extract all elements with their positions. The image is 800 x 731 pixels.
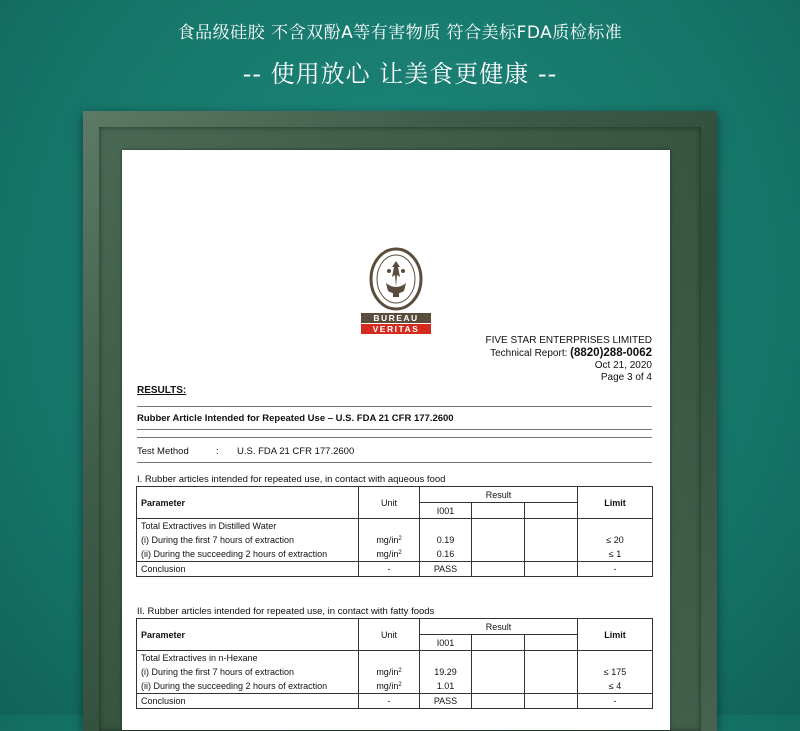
report-label: Technical Report: [490,348,568,359]
conclusion-label: Conclusion [137,694,359,709]
row-limit: ≤ 1 [578,547,653,562]
table-row [137,665,653,679]
logo-band-bureau: BUREAU [361,313,431,323]
header-empty [525,635,578,651]
conclusion-row [137,562,653,577]
test-method-value: U.S. FDA 21 CFR 177.2600 [237,446,355,457]
table-row [137,547,653,562]
header-result: Result [420,487,578,503]
article-title: Rubber Article Intended for Repeated Use – U.S. FDA 21 CFR 177.2600 [137,413,454,424]
section-title: I. Rubber articles intended for repeated use, in contact with aqueous food [137,474,446,485]
conclusion-value: PASS [420,694,472,709]
divider [137,429,652,430]
header-unit: Unit [359,487,420,519]
banner-line-1: 食品级硅胶 不含双酚A等有害物质 符合美标FDA质检标准 [177,23,623,43]
row-limit: ≤ 20 [578,533,653,547]
row-unit: $mg/in^2$ [359,665,420,679]
header-empty [472,503,525,519]
bureau-veritas-seal-icon [369,247,423,311]
header-result: Result [420,619,578,635]
report-date: Oct 21, 2020 [594,360,652,371]
results-heading: RESULTS: [137,385,187,396]
header-parameter: Parameter [137,487,359,519]
report-number: (8820)288-0062 [570,347,652,359]
report-header-block [485,335,652,384]
group-label: Total Extractives in Distilled Water [137,519,359,534]
page-number: Page 3 of 4 [600,372,652,383]
row-limit: ≤ 4 [578,679,653,694]
header-unit: Unit [359,619,420,651]
conclusion-unit: - [359,694,420,709]
header-sample-id: I001 [420,635,472,651]
results-table-aqueous [136,486,653,577]
conclusion-limit: - [578,694,653,709]
row-parameter: (ii) During the succeeding 2 hours of extraction [137,547,359,562]
divider [137,437,652,438]
conclusion-row [137,694,653,709]
banner-line-2: -- 使用放心 让美食更健康 -- [242,60,558,88]
row-value: 1.01 [420,679,472,694]
header-empty [472,635,525,651]
divider [137,462,652,463]
header-sample-id: I001 [420,503,472,519]
header-empty [525,503,578,519]
logo-band-veritas: VERITAS [361,324,431,334]
row-unit: $mg/in^2$ [359,547,420,562]
row-unit: $mg/in^2$ [359,533,420,547]
section-title: II. Rubber articles intended for repeated use, in contact with fatty foods [137,606,435,617]
row-value: 0.19 [420,533,472,547]
conclusion-unit: - [359,562,420,577]
row-parameter: (i) During the first 7 hours of extraction [137,665,359,679]
technical-report-line [485,347,652,360]
row-value: 0.16 [420,547,472,562]
header-parameter: Parameter [137,619,359,651]
test-method-separator: : [216,446,219,457]
row-value: 19.29 [420,665,472,679]
group-label: Total Extractives in n-Hexane [137,651,359,666]
header-limit: Limit [578,619,653,651]
test-method-label: Test Method [137,446,189,457]
company-name: FIVE STAR ENTERPRISES LIMITED [485,335,652,346]
conclusion-value: PASS [420,562,472,577]
row-unit: $mg/in^2$ [359,679,420,694]
row-parameter: (ii) During the succeeding 2 hours of extraction [137,679,359,694]
conclusion-limit: - [578,562,653,577]
table-row [137,679,653,694]
test-report-document [122,150,670,730]
header-limit: Limit [578,487,653,519]
table-row [137,533,653,547]
results-table-fatty [136,618,653,709]
row-parameter: (i) During the first 7 hours of extraction [137,533,359,547]
conclusion-label: Conclusion [137,562,359,577]
divider [137,406,652,407]
row-limit: ≤ 175 [578,665,653,679]
